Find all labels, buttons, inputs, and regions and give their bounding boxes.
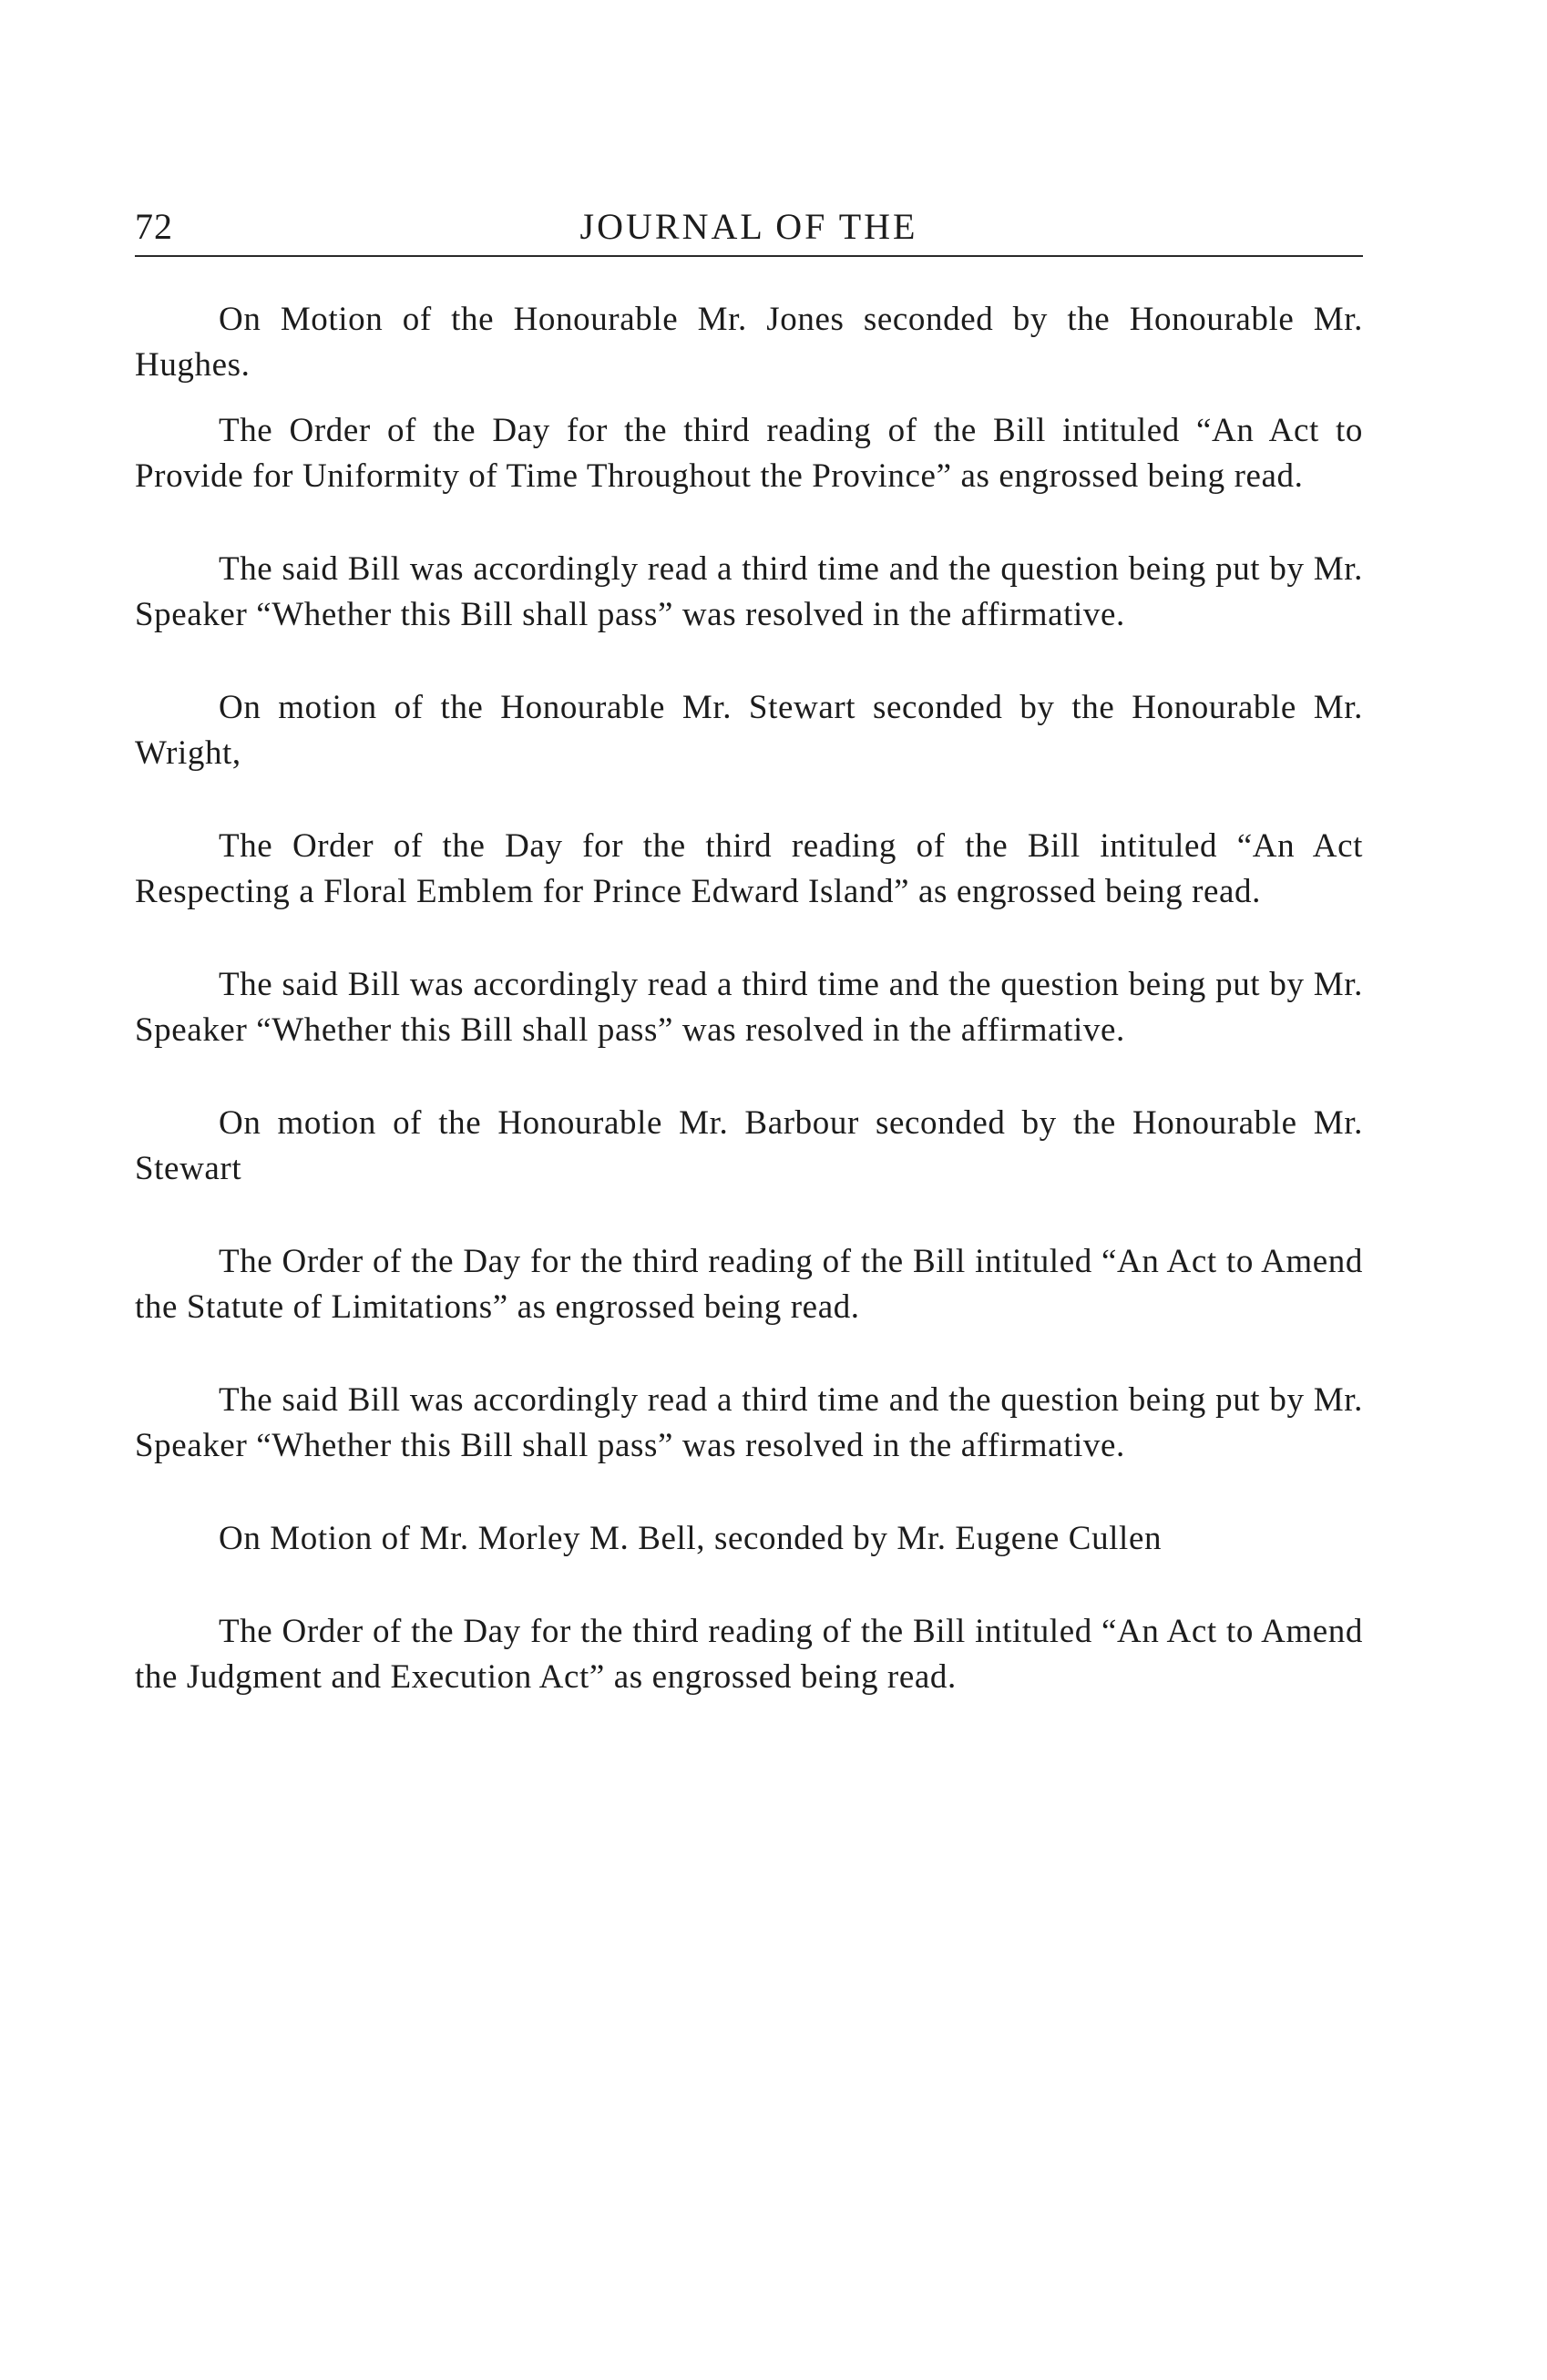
page-number: 72 [135,206,173,247]
motion-paragraph: On Motion of the Honourable Mr. Jones seconded by the Honourable Mr. Hughes. [135,301,1363,384]
page-header [135,202,1363,257]
motion-paragraph: On motion of the Honourable Mr. Barbour seconded by the Honourable Mr. Stewart [135,1104,1363,1187]
running-head: JOURNAL OF THE [579,206,918,247]
motion-paragraph: On motion of the Honourable Mr. Stewart seconded by the Honourable Mr. Wright, [135,689,1363,772]
journal-page [135,202,1363,1700]
order-of-day-paragraph: The Order of the Day for the third reading of the Bill intituled “An Act Respecting a Floral Emblem for Prince Edward Island” as engrossed being read. [135,827,1363,910]
order-of-day-paragraph: The Order of the Day for the third reading of the Bill intituled “An Act to Amend the Judgment and Execution Act” as engrossed being read. [135,1613,1363,1696]
order-of-day-paragraph: The Order of the Day for the third reading of the Bill intituled “An Act to Amend the Statute of Limitations” as engrossed being read. [135,1243,1363,1326]
resolution-paragraph: The said Bill was accordingly read a third time and the question being put by Mr. Speaker “Whether this Bill shall pass” was resolved in the affirmative. [135,550,1363,633]
order-of-day-paragraph: The Order of the Day for the third reading of the Bill intituled “An Act to Provide for Uniformity of Time Throughout the Province” as engrossed being read. [135,412,1363,495]
resolution-paragraph: The said Bill was accordingly read a third time and the question being put by Mr. Speaker “Whether this Bill shall pass” was resolved in the affirmative. [135,966,1363,1049]
resolution-paragraph: The said Bill was accordingly read a third time and the question being put by Mr. Speaker “Whether this Bill shall pass” was resolved in the affirmative. [135,1381,1363,1464]
journal-body [135,297,1363,1700]
motion-paragraph: On Motion of Mr. Morley M. Bell, seconded by Mr. Eugene Cullen [219,1520,1163,1557]
